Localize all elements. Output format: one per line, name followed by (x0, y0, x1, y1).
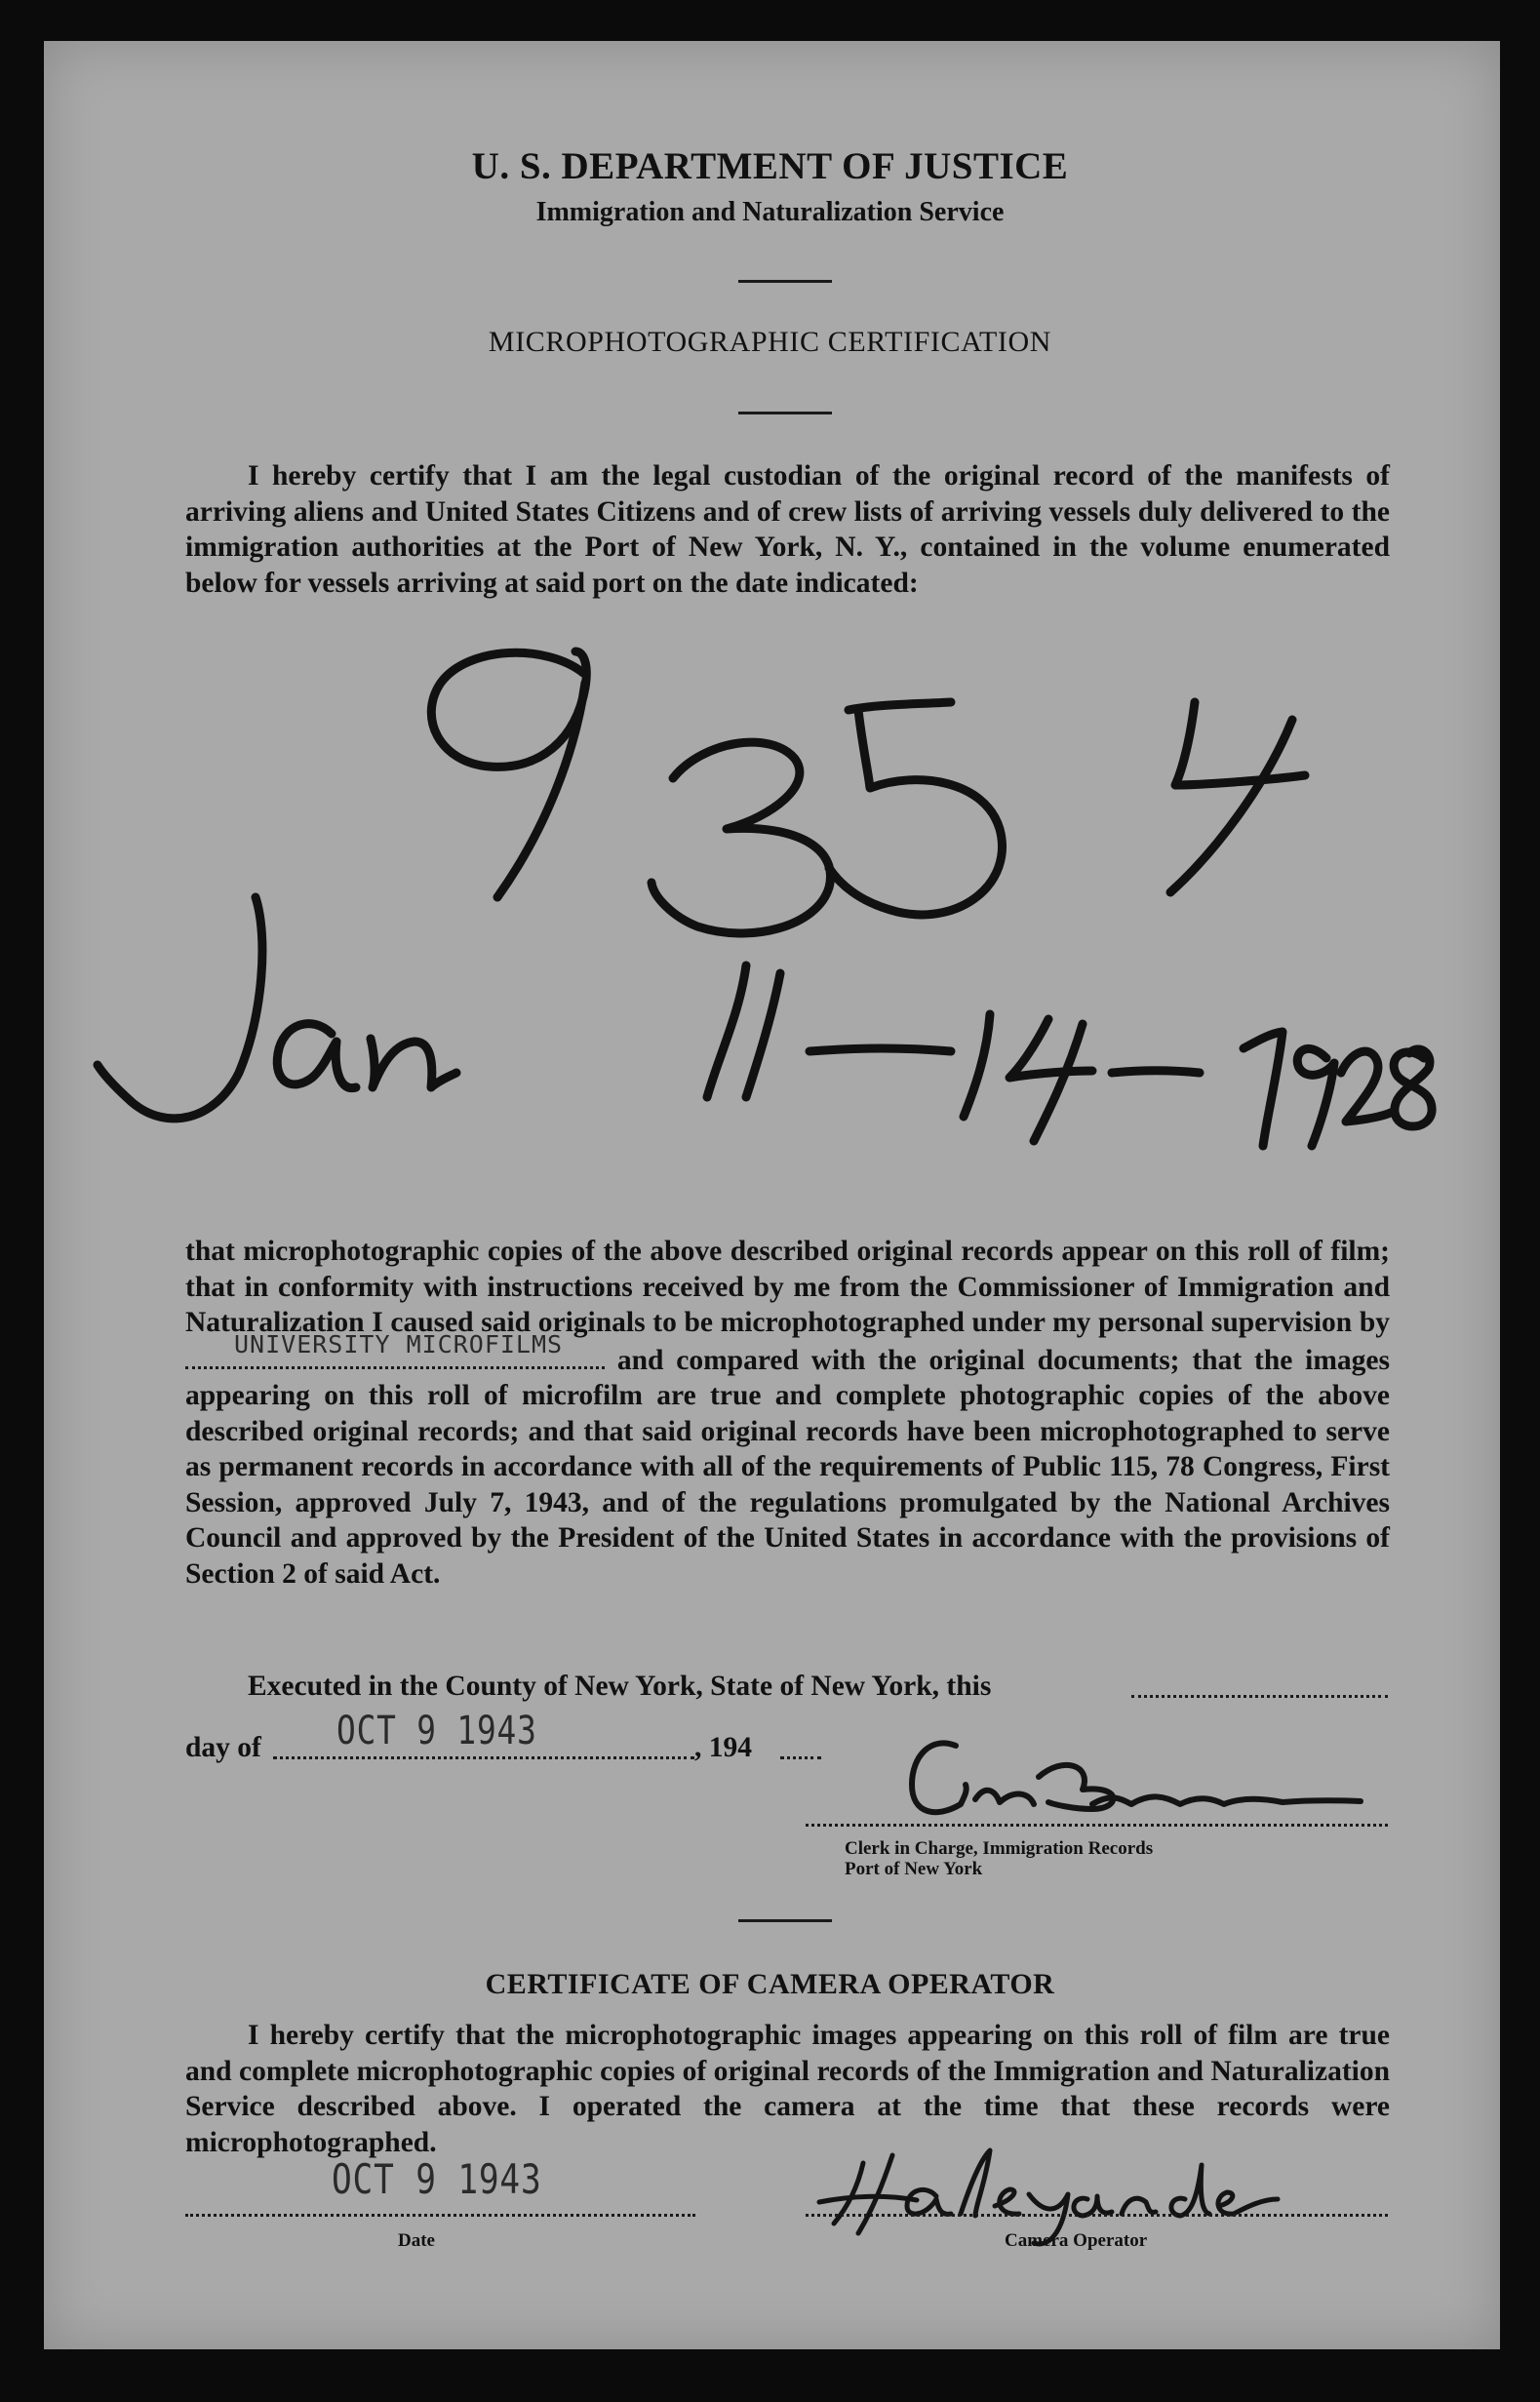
service-subheading: Immigration and Naturalization Service (535, 197, 1005, 227)
clerk-title-line2: Port of New York (845, 1859, 983, 1879)
year-line (780, 1756, 821, 1759)
certification-title: MICROPHOTOGRAPHIC CERTIFICATION (488, 326, 1052, 358)
body-text-end: and compared with the original documents; that the images appearing on this roll of microfilm are true and complete photographic copies of the above described original records; and that said original records have been microphotographed to serve as permanent records in accordance with all of the requirements of Public 115, 78 Congress, First Session, approved July 7, 1943, and of the regulations promulgated by the National Archives Council and approved by the President of the United States in accordance with the provisions of Section 2 of said Act. (185, 1344, 1390, 1590)
camera-date-line (185, 2214, 695, 2217)
camera-operator-paragraph: I hereby certify that the microphotographic images appearing on this roll of film are true and complete microphotographic copies of original records of the Immigration and Naturalization Service described above. I operated the camera at the time that these records were microphotographed. (185, 2020, 1390, 2158)
divider-1 (738, 280, 832, 283)
department-heading: U. S. DEPARTMENT OF JUSTICE (471, 145, 1069, 187)
camera-date-stamp: OCT 9 1943 (332, 2155, 542, 2203)
day-of-line (273, 1756, 694, 1759)
camera-date-label: Date (398, 2230, 435, 2251)
divider-3 (738, 1919, 832, 1922)
year-prefix: , 194 (694, 1732, 752, 1763)
executed-text: Executed in the County of New York, State of New York, this (248, 1671, 992, 1702)
clerk-signature-line (806, 1824, 1388, 1827)
body-text-start: that microphotographic copies of the above described original records appear on this roll of film; that in conformity with instructions received by me from the Commissioner of Immigration and Naturalization I caused said originals to be microphotographed under my personal supervision by (185, 1236, 1390, 1338)
certificate-sheet (44, 41, 1500, 2349)
camera-operator-label: Camera Operator (1005, 2230, 1148, 2251)
camera-operator-title: CERTIFICATE OF CAMERA OPERATOR (485, 1968, 1055, 2000)
body-paragraph (185, 1234, 1390, 1592)
day-of-label: day of (185, 1732, 261, 1763)
photographed-by-line (185, 1329, 605, 1369)
intro-paragraph: I hereby certify that I am the legal custodian of the original record of the manifests of arriving aliens and United States Citizens and of crew lists of arriving vessels duly delivered to the immigration authorities at the Port of New York, N. Y., contained in the volume enumerated below for vessels arriving at said port on the date indicated: (185, 460, 1390, 599)
operator-signature-line (806, 2214, 1388, 2217)
clerk-title-line1: Clerk in Charge, Immigration Records (845, 1838, 1154, 1859)
executed-day-line (1131, 1695, 1388, 1698)
divider-2 (738, 412, 832, 414)
photographed-by-stamp: UNIVERSITY MICROFILMS (234, 1329, 564, 1359)
day-of-stamp: OCT 9 1943 (336, 1709, 537, 1753)
